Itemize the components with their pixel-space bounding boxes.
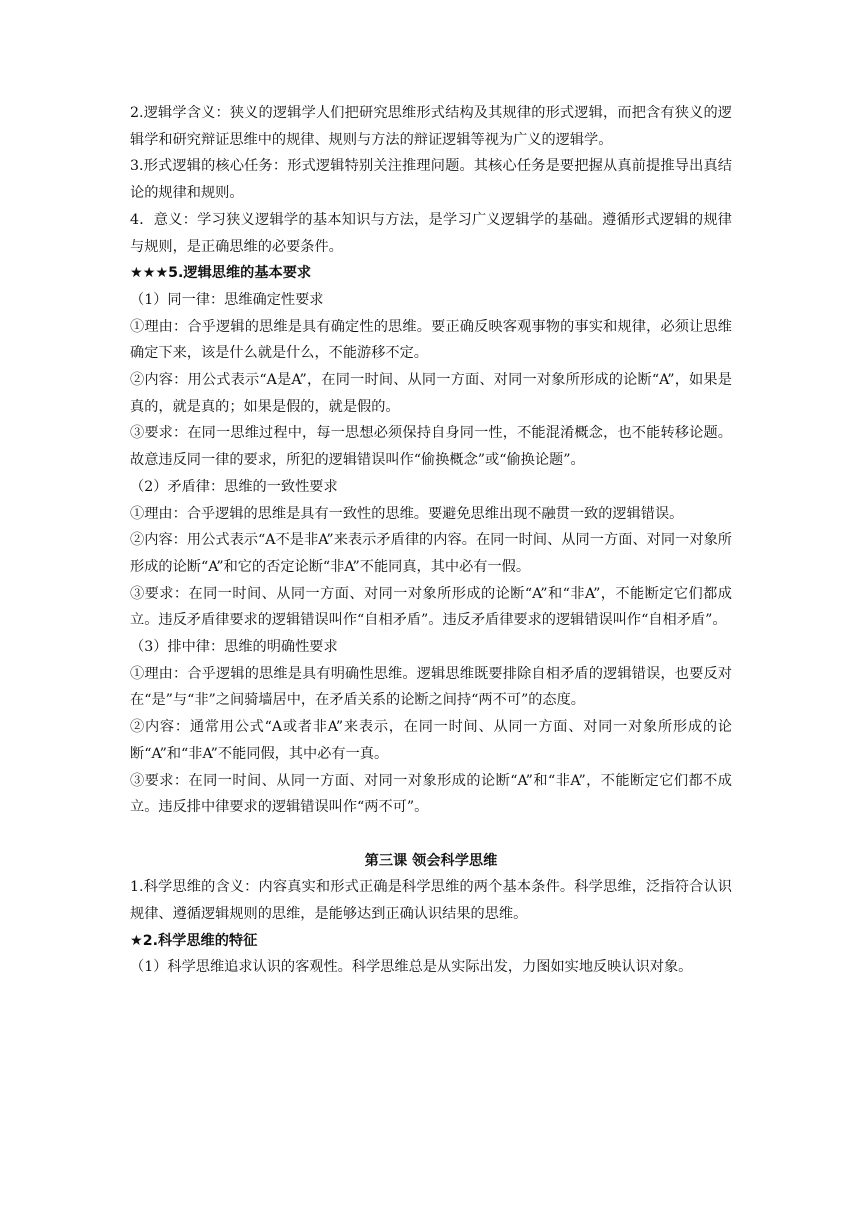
heading-basic-requirements: ★★★5.逻辑思维的基本要求	[130, 265, 312, 282]
law-excluded-middle-content: ②内容：通常用公式“A或者非A”来表示，在同一时间、从同一方面、对同一对象所形成的论断“A”和“非A”不能同假，其中必有一真。	[130, 719, 732, 762]
law-contradiction-requirement: ③要求：在同一时间、从同一方面、对同一对象所形成的论断“A”和“非A”，不能断定它们都成立。违反矛盾律要求的逻辑错误叫作“自相矛盾”。违反矛盾律要求的逻辑错误叫作“自相矛盾”。	[130, 585, 732, 629]
heading-scientific-thinking-features: ★2.科学思维的特征	[130, 932, 258, 949]
law-excluded-middle-requirement: ③要求：在同一时间、从同一方面、对同一对象形成的论断“A”和“非A”，不能断定它们都不成立。违反排中律要求的逻辑错误叫作“两不可”。	[130, 772, 732, 816]
lesson-title: 第三课 领会科学思维	[364, 852, 498, 869]
law-identity-title: （1）同一律：思维确定性要求	[130, 291, 324, 308]
paragraph-logic-definition: 2.逻辑学含义：狭义的逻辑学人们把研究思维形式结构及其规律的形式逻辑，而把含有狭义的逻辑学和研究辩证思维中的规律、规则与方法的辩证逻辑等视为广义的逻辑学。	[130, 105, 732, 148]
paragraph-scientific-thinking-meaning: 1.科学思维的含义：内容真实和形式正确是科学思维的两个基本条件。科学思维，泛指符合认识规律、遵循逻辑规则的思维，是能够达到正确认识结果的思维。	[130, 879, 732, 923]
section-spacer	[130, 821, 732, 848]
law-excluded-middle-title: （3）排中律：思维的明确性要求	[130, 639, 338, 656]
law-identity-requirement: ③要求：在同一思维过程中，每一思想必须保持自身同一性，不能混淆概念，也不能转移论题。故意违反同一律的要求，所犯的逻辑错误叫作“偷换概念”或“偷换论题”。	[130, 425, 732, 469]
paragraph-significance: 4．意义：学习狭义逻辑学的基本知识与方法，是学习广义逻辑学的基础。遵循形式逻辑的规律与规则，是正确思维的必要条件。	[130, 211, 732, 255]
law-excluded-middle-reason: ①理由：合乎逻辑的思维是具有明确性思维。逻辑思维既要排除自相矛盾的逻辑错误，也要反对在“是”与“非”之间骑墙居中，在矛盾关系的论断之间持“两不可”的态度。	[130, 665, 732, 709]
law-contradiction-reason: ①理由：合乎逻辑的思维是具有一致性的思维。要避免思维出现不融贯一致的逻辑错误。	[130, 505, 684, 522]
feature-objectivity: （1）科学思维追求认识的客观性。科学思维总是从实际出发，力图如实地反映认识对象。	[130, 959, 693, 976]
paragraph-formal-logic-task: 3.形式逻辑的核心任务：形式逻辑特别关注推理问题。其核心任务是要把握从真前提推导出真结论的规律和规则。	[130, 158, 732, 202]
law-contradiction-content: ②内容：用公式表示“A不是非A”来表示矛盾律的内容。在同一时间、从同一方面、对同一对象所形成的论断“A”和它的否定论断“非A”不能同真，其中必有一假。	[130, 532, 732, 575]
law-identity-content: ②内容：用公式表示“A是A”，在同一时间、从同一方面、对同一对象所形成的论断“A”，如果是真的，就是真的；如果是假的，就是假的。	[130, 372, 732, 415]
document-page	[130, 100, 732, 981]
law-contradiction-title: （2）矛盾律：思维的一致性要求	[130, 478, 338, 495]
law-identity-reason: ①理由：合乎逻辑的思维是具有确定性的思维。要正确反映客观事物的事实和规律，必须让思维确定下来，该是什么就是什么，不能游移不定。	[130, 318, 732, 362]
